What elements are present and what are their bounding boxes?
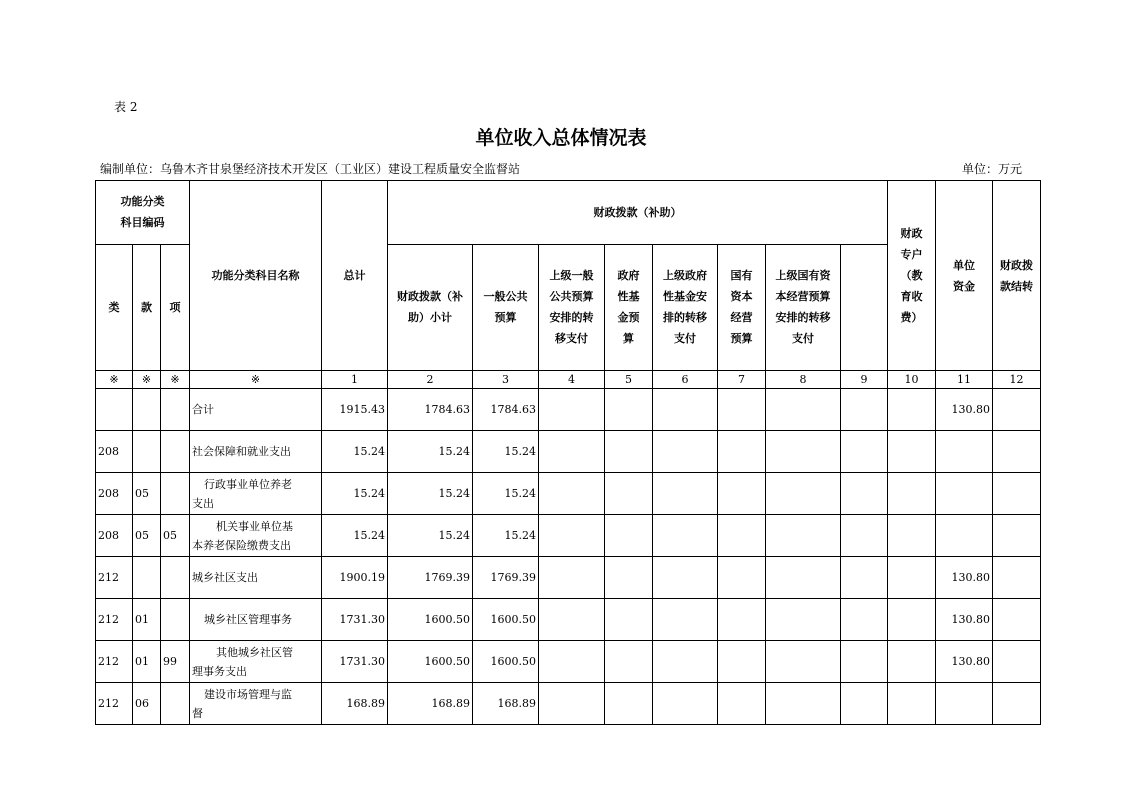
unit-funds-cell — [888, 431, 936, 473]
empty-cell — [539, 557, 605, 599]
general-budget-cell: 1600.50 — [473, 641, 539, 683]
empty-cell — [653, 473, 718, 515]
index-cell: 12 — [993, 371, 1041, 389]
kuan-cell: 05 — [133, 473, 161, 515]
empty-cell — [718, 683, 766, 725]
general-budget-cell: 15.24 — [473, 431, 539, 473]
xiang-cell — [161, 389, 190, 431]
fiscal-subtotal-cell: 168.89 — [388, 683, 473, 725]
nonfiscal-carryover-cell — [993, 431, 1041, 473]
nonfiscal-carryover-cell — [993, 557, 1041, 599]
xiang-cell — [161, 599, 190, 641]
empty-cell — [539, 683, 605, 725]
total-cell: 1731.30 — [322, 599, 388, 641]
lei-header: 类 — [96, 244, 133, 370]
func-name-header: 功能分类科目名称 — [190, 181, 322, 371]
upper-general-transfer-header: 上级一般 公共预算 安排的转 移支付 — [539, 244, 605, 370]
empty-cell — [605, 473, 653, 515]
empty-cell — [718, 599, 766, 641]
special-account-header: 财政 专户 （教 育收 费） — [888, 181, 936, 371]
xiang-cell — [161, 473, 190, 515]
fiscal-group-header: 财政拨款（补助） — [388, 181, 888, 245]
subject-name-cell: 合计 — [190, 389, 322, 431]
unit-funds-cell — [888, 641, 936, 683]
kuan-cell: 05 — [133, 515, 161, 557]
empty-cell — [766, 473, 841, 515]
table-row — [96, 431, 1041, 473]
index-cell: 9 — [841, 371, 888, 389]
empty-cell — [653, 515, 718, 557]
empty-cell — [539, 515, 605, 557]
unit-funds-cell — [888, 599, 936, 641]
table-label: 表 2 — [114, 100, 138, 114]
subject-name-cell: 城乡社区支出 — [190, 557, 322, 599]
empty-cell — [539, 473, 605, 515]
empty-cell — [653, 389, 718, 431]
index-cell: 6 — [653, 371, 718, 389]
total-cell: 1900.19 — [322, 557, 388, 599]
empty-cell — [766, 641, 841, 683]
index-cell: ※ — [190, 371, 322, 389]
unit-funds-cell — [888, 473, 936, 515]
lei-cell: 212 — [96, 683, 133, 725]
fiscal-carryover-cell: 130.80 — [936, 389, 993, 431]
unit-funds-cell — [888, 389, 936, 431]
lei-cell: 208 — [96, 473, 133, 515]
fiscal-subtotal-cell: 1784.63 — [388, 389, 473, 431]
empty-cell — [605, 557, 653, 599]
empty-cell — [605, 431, 653, 473]
kuan-header: 款 — [133, 244, 161, 370]
empty-cell — [766, 515, 841, 557]
upper-gov-fund-transfer-header: 上级政府 性基金安 排的转移 支付 — [653, 244, 718, 370]
lei-cell: 212 — [96, 599, 133, 641]
kuan-cell — [133, 557, 161, 599]
lei-cell: 212 — [96, 641, 133, 683]
kuan-cell: 01 — [133, 599, 161, 641]
upper-state-capital-transfer-header: 上级国有资 本经营预算 安排的转移 支付 — [766, 244, 841, 370]
empty-cell — [605, 599, 653, 641]
table-row — [96, 389, 1041, 431]
xiang-cell — [161, 683, 190, 725]
empty-cell — [841, 389, 888, 431]
index-cell: 3 — [473, 371, 539, 389]
fiscal-carryover-header: 财政拨 款结转 — [993, 181, 1041, 371]
fiscal-carryover-cell — [936, 473, 993, 515]
fiscal-subtotal-cell: 15.24 — [388, 515, 473, 557]
fiscal-carryover-cell — [936, 431, 993, 473]
kuan-cell: 01 — [133, 641, 161, 683]
table-body — [96, 371, 1041, 725]
empty-cell — [841, 515, 888, 557]
empty-cell — [605, 641, 653, 683]
index-cell: 11 — [936, 371, 993, 389]
empty-cell — [605, 683, 653, 725]
subject-name-cell: 建设市场管理与监 督 — [190, 683, 322, 725]
fiscal-subtotal-cell: 1600.50 — [388, 641, 473, 683]
empty-cell — [539, 431, 605, 473]
index-cell: 1 — [322, 371, 388, 389]
index-cell: ※ — [133, 371, 161, 389]
table-row — [96, 641, 1041, 683]
empty-cell — [718, 557, 766, 599]
lei-cell: 212 — [96, 557, 133, 599]
general-budget-cell: 15.24 — [473, 515, 539, 557]
empty-cell — [841, 641, 888, 683]
total-cell: 15.24 — [322, 473, 388, 515]
total-header: 总计 — [322, 181, 388, 371]
total-cell: 15.24 — [322, 515, 388, 557]
fiscal-carryover-cell: 130.80 — [936, 641, 993, 683]
empty-cell — [718, 431, 766, 473]
general-budget-cell: 1784.63 — [473, 389, 539, 431]
table-row — [96, 473, 1041, 515]
empty-cell — [766, 599, 841, 641]
general-budget-cell: 1769.39 — [473, 557, 539, 599]
empty-cell — [718, 473, 766, 515]
fiscal-carryover-cell — [936, 683, 993, 725]
lei-cell: 208 — [96, 515, 133, 557]
empty-cell — [766, 389, 841, 431]
state-capital-header: 国有 资本 经营 预算 — [718, 244, 766, 370]
table-row — [96, 515, 1041, 557]
index-cell: ※ — [96, 371, 133, 389]
xiang-cell — [161, 557, 190, 599]
empty-cell — [718, 515, 766, 557]
index-cell: 8 — [766, 371, 841, 389]
nonfiscal-carryover-cell — [993, 515, 1041, 557]
unit-funds-cell — [888, 515, 936, 557]
general-budget-header: 一般公共 预算 — [473, 244, 539, 370]
general-budget-cell: 1600.50 — [473, 599, 539, 641]
currency-unit: 单位：万元 — [961, 162, 1022, 176]
xiang-cell: 05 — [161, 515, 190, 557]
empty-cell — [841, 473, 888, 515]
index-cell: 4 — [539, 371, 605, 389]
unit-funds-cell — [888, 557, 936, 599]
empty-cell — [766, 683, 841, 725]
table-row — [96, 557, 1041, 599]
xiang-cell — [161, 431, 190, 473]
total-cell: 15.24 — [322, 431, 388, 473]
kuan-cell: 06 — [133, 683, 161, 725]
nonfiscal-carryover-cell — [993, 683, 1041, 725]
func-code-header: 功能分类 科目编码 — [96, 181, 190, 245]
empty-cell — [653, 641, 718, 683]
gov-fund-header: 政府 性基 金预 算 — [605, 244, 653, 370]
empty-cell — [605, 515, 653, 557]
empty-cell — [605, 389, 653, 431]
table-row — [96, 599, 1041, 641]
nonfiscal-carryover-cell — [993, 473, 1041, 515]
xiang-cell: 99 — [161, 641, 190, 683]
index-cell: 5 — [605, 371, 653, 389]
empty-cell — [718, 641, 766, 683]
kuan-cell — [133, 389, 161, 431]
empty-cell — [766, 431, 841, 473]
unit-funds-cell — [888, 683, 936, 725]
subject-name-cell: 行政事业单位养老 支出 — [190, 473, 322, 515]
subject-name-cell: 社会保障和就业支出 — [190, 431, 322, 473]
lei-cell — [96, 389, 133, 431]
empty-cell — [841, 683, 888, 725]
page-title: 单位收入总体情况表 — [475, 127, 647, 149]
compiling-unit: 编制单位：乌鲁木齐甘泉堡经济技术开发区（工业区）建设工程质量安全监督站 — [100, 162, 521, 176]
empty-cell — [539, 389, 605, 431]
fiscal-carryover-cell — [936, 515, 993, 557]
unit-funds-header: 单位 资金 — [936, 181, 993, 371]
empty-cell — [653, 431, 718, 473]
fiscal-subtotal-header: 财政拨款（补 助）小计 — [388, 244, 473, 370]
fiscal-subtotal-cell: 15.24 — [388, 473, 473, 515]
total-cell: 1731.30 — [322, 641, 388, 683]
empty-cell — [841, 599, 888, 641]
lei-cell: 208 — [96, 431, 133, 473]
empty-cell — [841, 431, 888, 473]
nonfiscal-carryover-cell — [993, 641, 1041, 683]
income-table — [95, 180, 1041, 725]
empty-cell — [653, 683, 718, 725]
subject-name-cell: 其他城乡社区管 理事务支出 — [190, 641, 322, 683]
table-row — [96, 683, 1041, 725]
kuan-cell — [133, 431, 161, 473]
total-cell: 168.89 — [322, 683, 388, 725]
index-cell: ※ — [161, 371, 190, 389]
empty-cell — [718, 389, 766, 431]
empty-cell — [766, 557, 841, 599]
general-budget-cell: 168.89 — [473, 683, 539, 725]
xiang-header: 项 — [161, 244, 190, 370]
index-cell: 7 — [718, 371, 766, 389]
total-cell: 1915.43 — [322, 389, 388, 431]
empty-cell — [653, 599, 718, 641]
fiscal-carryover-cell: 130.80 — [936, 557, 993, 599]
empty-cell — [841, 557, 888, 599]
fiscal-subtotal-cell: 1600.50 — [388, 599, 473, 641]
general-budget-cell: 15.24 — [473, 473, 539, 515]
fiscal-carryover-cell: 130.80 — [936, 599, 993, 641]
index-cell: 10 — [888, 371, 936, 389]
subject-name-cell: 机关事业单位基 本养老保险缴费支出 — [190, 515, 322, 557]
subject-name-cell: 城乡社区管理事务 — [190, 599, 322, 641]
index-cell: 2 — [388, 371, 473, 389]
index-row — [96, 371, 1041, 389]
empty-cell — [539, 641, 605, 683]
nonfiscal-carryover-cell — [993, 599, 1041, 641]
empty-cell — [653, 557, 718, 599]
nonfiscal-carryover-cell — [993, 389, 1041, 431]
fiscal-subtotal-cell: 1769.39 — [388, 557, 473, 599]
empty-cell — [539, 599, 605, 641]
fiscal-subtotal-cell: 15.24 — [388, 431, 473, 473]
